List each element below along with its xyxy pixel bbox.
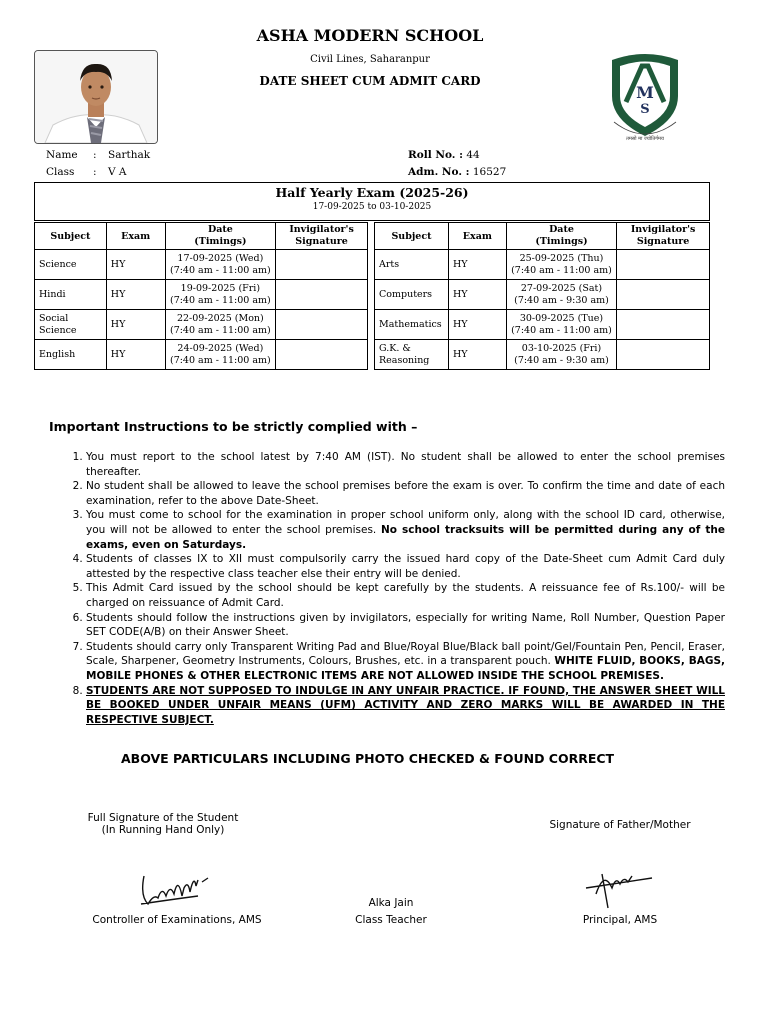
instruction-item: 1. You must report to the school latest by 7:40 AM (IST). No student shall be allowed to enter the school premises thereafter. — [86, 450, 725, 479]
exam-cell: HY — [106, 280, 165, 310]
instructions-list — [62, 450, 725, 727]
table-row — [35, 310, 368, 340]
class-label: Class — [46, 166, 75, 178]
controller-signature — [138, 866, 218, 912]
adm-label: Adm. No. : — [408, 166, 470, 178]
instruction-item: 6. Students should follow the instructions given by invigilators, especially for writing Name, Roll Number, Question Paper SET CODE(A/B) on their Answer Sheet. — [86, 611, 725, 640]
exam-cell: HY — [106, 340, 165, 370]
col-subject: Subject — [35, 223, 107, 250]
col-date: Date (Timings) — [165, 223, 276, 250]
instruction-item: 2. No student shall be allowed to leave the school premises before the exam is over. To confirm the time and date of each examination, refer to the above Date-Sheet. — [86, 479, 725, 508]
exam-header-box — [34, 182, 710, 221]
invigilator-signature-cell — [617, 340, 710, 370]
datesheet-table-right — [374, 222, 710, 370]
exam-cell: HY — [448, 310, 506, 340]
roll-label: Roll No. : — [408, 149, 463, 161]
col-subject: Subject — [375, 223, 449, 250]
instruction-item: 8. STUDENTS ARE NOT SUPPOSED TO INDULGE IN ANY UNFAIR PRACTICE. IF FOUND, THE ANSWER SHEET WILL BE BOOKED UNDER UNFAIR MEANS (UFM) ACTIVITY AND ZERO MARKS WILL BE AWARDED IN THE RESPECTIVE SUBJECT. — [86, 684, 725, 728]
principal-signature — [582, 864, 658, 912]
adm-row — [408, 166, 506, 178]
col-invigilator: Invigilator's Signature — [617, 223, 710, 250]
table-row — [375, 280, 710, 310]
col-exam: Exam — [448, 223, 506, 250]
controller-label: Controller of Examinations, AMS — [92, 914, 262, 926]
instruction-item: 3. You must come to school for the examination in proper school uniform only, along with the school ID card, otherwise, you will not be allowed to enter the school premises. No school tracksuits will be permitted during any of the exams, even on Saturdays. — [86, 508, 725, 552]
roll-row — [408, 149, 480, 161]
subject-cell: Social Science — [35, 310, 107, 340]
name-label: Name — [46, 149, 78, 161]
document-title: DATE SHEET CUM ADMIT CARD — [259, 74, 481, 88]
principal-label: Principal, AMS — [582, 914, 658, 926]
table-row — [375, 310, 710, 340]
invigilator-signature-cell — [617, 310, 710, 340]
table-header-row — [35, 223, 368, 250]
date-cell: 27-09-2025 (Sat) (7:40 am - 9:30 am) — [506, 280, 616, 310]
adm-number: 16527 — [472, 166, 507, 178]
table-row — [35, 340, 368, 370]
datesheet-table-left — [34, 222, 368, 370]
invigilator-signature-cell — [276, 310, 368, 340]
roll-number: 44 — [466, 149, 480, 161]
col-exam: Exam — [106, 223, 165, 250]
subject-cell: Arts — [375, 250, 449, 280]
table-row — [375, 340, 710, 370]
subject-cell: Computers — [375, 280, 449, 310]
parent-signature-label: Signature of Father/Mother — [549, 819, 691, 831]
svg-text:तमसो मा ज्योतिर्गमय: तमसो मा ज्योतिर्गमय — [626, 136, 664, 142]
subject-cell: Hindi — [35, 280, 107, 310]
subject-cell: G.K. & Reasoning — [375, 340, 449, 370]
date-cell: 24-09-2025 (Wed) (7:40 am - 11:00 am) — [165, 340, 276, 370]
student-signature-label: Full Signature of the Student (In Running Hand Only) — [87, 812, 239, 836]
exam-date-range: 17-09-2025 to 03-10-2025 — [312, 202, 432, 212]
school-logo — [600, 50, 690, 146]
date-cell: 19-09-2025 (Fri) (7:40 am - 11:00 am) — [165, 280, 276, 310]
student-photo — [34, 50, 158, 144]
date-cell: 22-09-2025 (Mon) (7:40 am - 11:00 am) — [165, 310, 276, 340]
date-cell: 30-09-2025 (Tue) (7:40 am - 11:00 am) — [506, 310, 616, 340]
table-row — [375, 250, 710, 280]
exam-cell: HY — [106, 250, 165, 280]
exam-cell: HY — [448, 280, 506, 310]
date-cell: 03-10-2025 (Fri) (7:40 am - 9:30 am) — [506, 340, 616, 370]
name-separator: : — [93, 149, 97, 161]
subject-cell: English — [35, 340, 107, 370]
invigilator-signature-cell — [276, 280, 368, 310]
exam-cell: HY — [448, 340, 506, 370]
date-cell: 17-09-2025 (Wed) (7:40 am - 11:00 am) — [165, 250, 276, 280]
svg-text:S: S — [640, 102, 650, 117]
table-header-row — [375, 223, 710, 250]
col-invigilator: Invigilator's Signature — [276, 223, 368, 250]
exam-title: Half Yearly Exam (2025-26) — [275, 185, 469, 200]
instructions-heading: Important Instructions to be strictly complied with – — [49, 419, 418, 434]
subject-cell: Mathematics — [375, 310, 449, 340]
date-cell: 25-09-2025 (Thu) (7:40 am - 11:00 am) — [506, 250, 616, 280]
declaration: ABOVE PARTICULARS INCLUDING PHOTO CHECKED & FOUND CORRECT — [121, 751, 615, 766]
col-date: Date (Timings) — [506, 223, 616, 250]
instruction-item: 7. Students should carry only Transparent Writing Pad and Blue/Royal Blue/Black ball point/Gel/Fountain Pen, Pencil, Eraser, Scale, Sharpener, Geometry Instruments, Colours, Brushes, etc. in a transparent pouch. WHITE FLUID, BOOKS, BAGS, MOBILE PHONES & OTHER ELECTRONIC ITEMS ARE NOT ALLOWED INSIDE THE SCHOOL PREMISES. — [86, 640, 725, 684]
svg-text:M: M — [636, 83, 654, 102]
school-name: ASHA MODERN SCHOOL — [256, 26, 484, 45]
subject-cell: Science — [35, 250, 107, 280]
school-address: Civil Lines, Saharanpur — [310, 54, 430, 65]
class-separator: : — [93, 166, 97, 178]
exam-cell: HY — [448, 250, 506, 280]
student-name: Sarthak — [108, 149, 151, 161]
invigilator-signature-cell — [276, 340, 368, 370]
invigilator-signature-cell — [617, 280, 710, 310]
table-row — [35, 250, 368, 280]
invigilator-signature-cell — [276, 250, 368, 280]
teacher-label: Class Teacher — [355, 914, 427, 926]
teacher-name: Alka Jain — [368, 897, 414, 909]
student-class: V A — [108, 166, 127, 178]
table-row — [35, 280, 368, 310]
invigilator-signature-cell — [617, 250, 710, 280]
exam-cell: HY — [106, 310, 165, 340]
instruction-item: 4. Students of classes IX to XII must compulsorily carry the issued hard copy of the Date-Sheet cum Admit Card duly attested by the respective class teacher else their entry will be denied. — [86, 552, 725, 581]
instruction-item: 5. This Admit Card issued by the school should be kept carefully by the students. A reissuance fee of Rs.100/- will be charged on reissuance of Admit Card. — [86, 581, 725, 610]
